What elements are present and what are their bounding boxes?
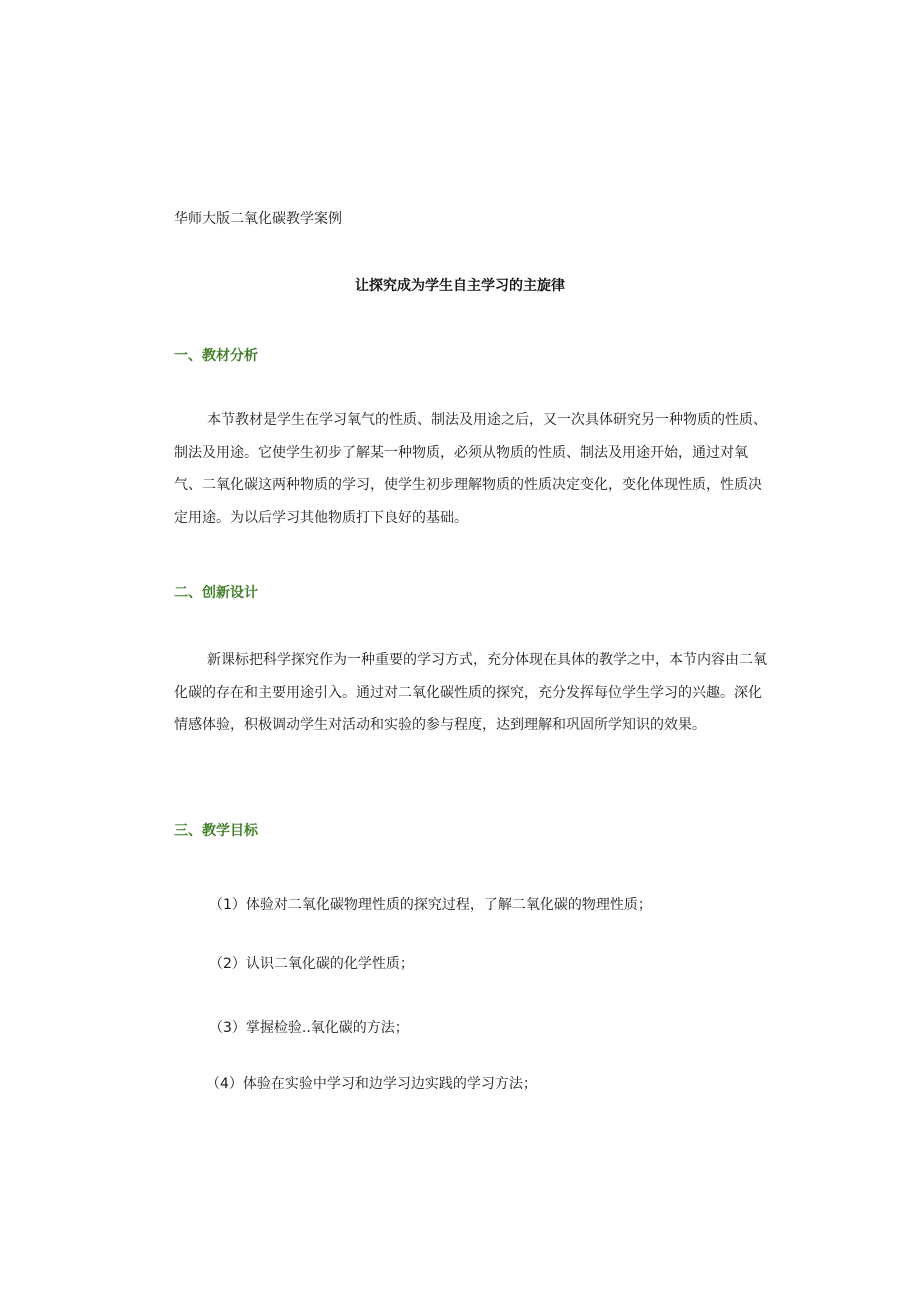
- section-paragraph-textbook-analysis: 本节教材是学生在学习氧气的性质、制法及用途之后，又一次具体研究另一种物质的性质、制法及用途。它使学生初步了解某一种物质，必须从物质的性质、制法及用途开始，通过对氧气、二氧化碳这两种物质的学习，使学生初步理解物质的性质决定变化，变化体现性质，性质决定用途。为以后学习其他物质打下良好的基础。: [174, 412, 767, 526]
- section-heading-textbook-analysis: 一、教材分析: [174, 348, 258, 364]
- section-paragraph-innovative-design: 新课标把科学探究作为一种重要的学习方式，充分体现在具体的教学之中，本节内容由二氧化碳的存在和主要用途引入。通过对二氧化碳性质的探究，充分发挥每位学生学习的兴趣。深化情感体验，积极调动学生对活动和实验的参与程度，达到理解和巩固所学知识的效果。: [174, 652, 767, 733]
- objective-item-2: （2）认识二氧化碳的化学性质；: [209, 956, 414, 972]
- objective-item-4: （4）体验在实验中学习和边学习边实践的学习方法；: [206, 1076, 537, 1092]
- objective-item-1: （1）体验对二氧化碳物理性质的探究过程，了解二氧化碳的物理性质；: [209, 897, 652, 913]
- objective-item-3: （3）掌握检验..氧化碳的方法；: [209, 1020, 409, 1036]
- document-title: 让探究成为学生自主学习的主旋律: [355, 278, 565, 294]
- section-heading-teaching-objectives: 三、教学目标: [174, 823, 258, 839]
- document-label: 华师大版二氧化碳教学案例: [174, 211, 342, 227]
- section-heading-innovative-design: 二、创新设计: [174, 585, 258, 601]
